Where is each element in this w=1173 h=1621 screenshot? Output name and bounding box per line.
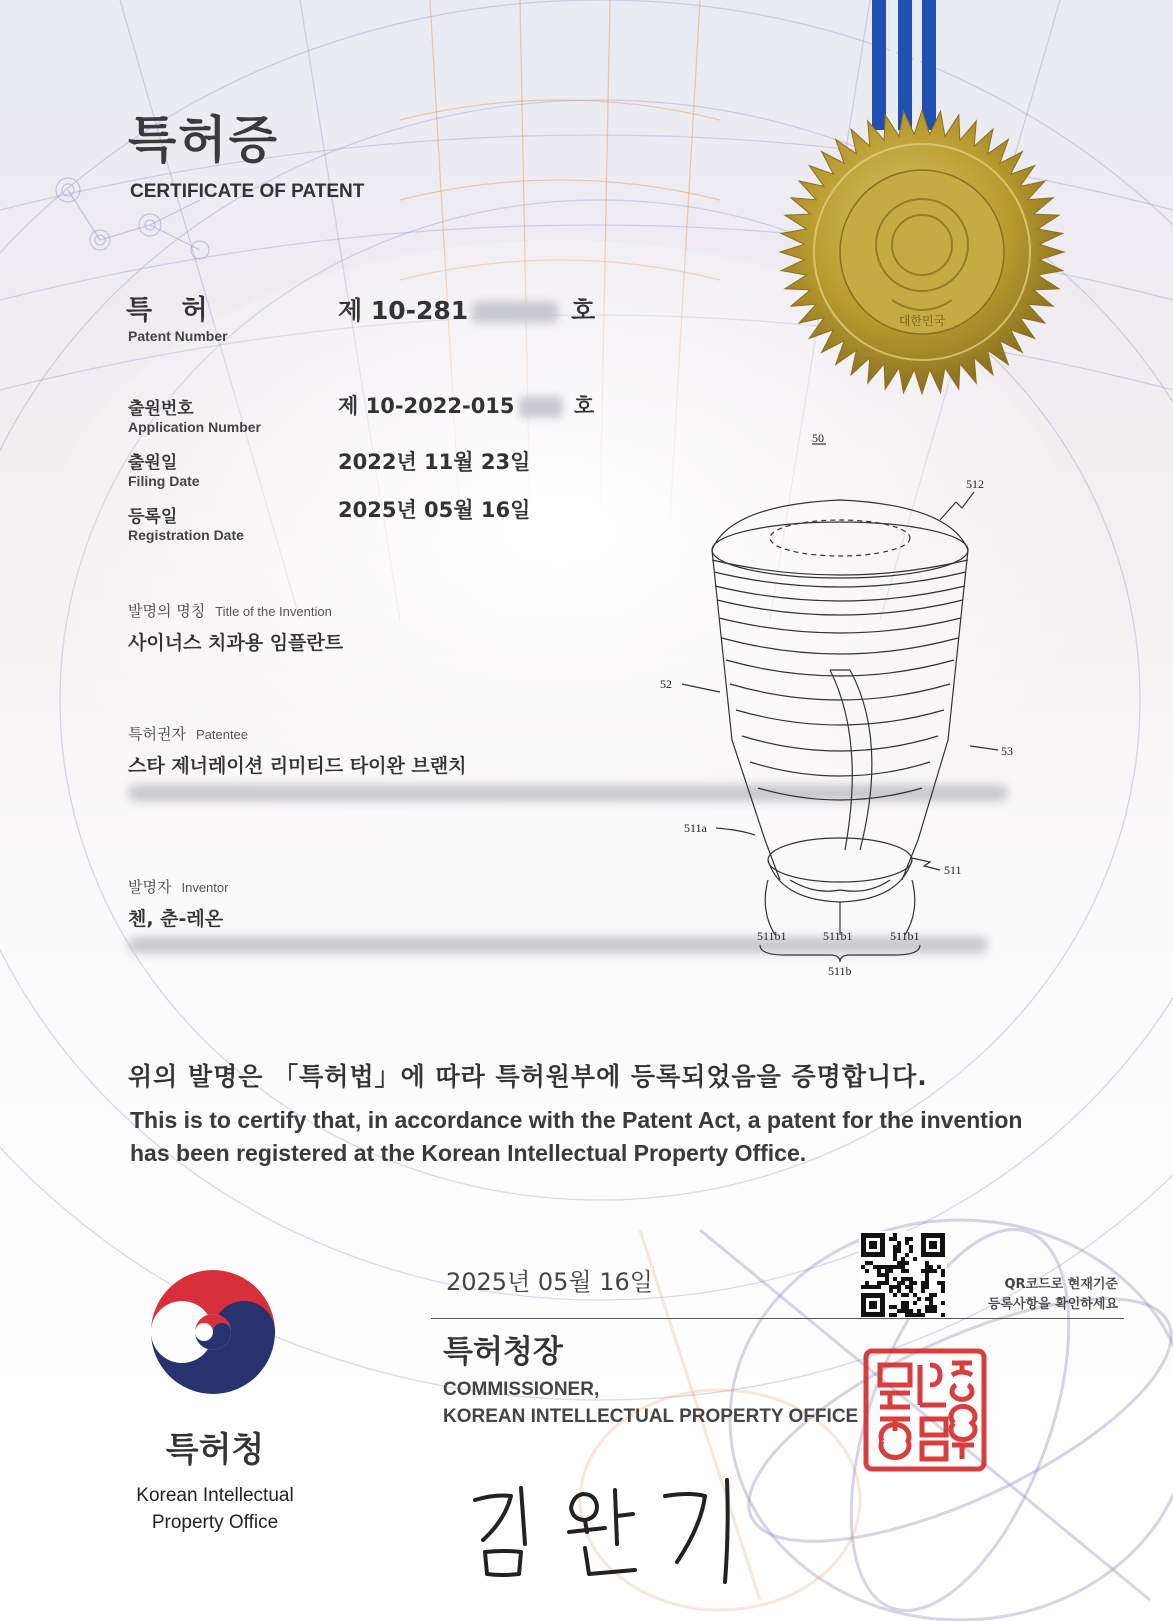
patent-number-suffix: 호 xyxy=(570,296,596,325)
ref-511: 511 xyxy=(944,863,962,877)
ref-511b1-center: 511b1 xyxy=(823,929,853,943)
qr-note-line1: QR코드로 현재기준 xyxy=(1004,1277,1118,1292)
commissioner-title-en-2: KOREAN INTELLECTUAL PROPERTY OFFICE xyxy=(443,1406,859,1427)
handwritten-signature xyxy=(465,1470,765,1590)
filing-date-value: 2022년 11월 23일 xyxy=(338,450,531,474)
registration-date-label-en: Registration Date xyxy=(128,527,244,543)
invention-title: 사이너스 치과용 임플란트 xyxy=(128,632,344,654)
ref-512: 512 xyxy=(966,477,984,491)
patent-number-label: 특 허 xyxy=(126,295,218,326)
invention-label-en: Title of the Invention xyxy=(215,604,332,619)
kipo-name-en-line1: Korean Intellectual xyxy=(136,1485,294,1506)
qr-code[interactable] xyxy=(859,1231,947,1319)
ref-511a: 511a xyxy=(684,821,707,835)
application-number-value xyxy=(338,390,594,420)
commissioner-title-en-1: COMMISSIONER, xyxy=(443,1379,600,1400)
registration-date-label: 등록일 xyxy=(128,507,178,527)
kipo-name-en xyxy=(110,1482,320,1536)
redacted-block xyxy=(472,301,558,323)
invention-label: 발명의 명칭 xyxy=(128,602,206,620)
application-number-suffix: 호 xyxy=(573,394,595,418)
application-number-label-en: Application Number xyxy=(128,419,262,435)
patent-number-prefix: 제 10-281 xyxy=(338,296,469,325)
kipo-name-ko: 특허청 xyxy=(165,1430,265,1470)
inventor-heading xyxy=(128,876,228,897)
signature-rule xyxy=(431,1318,1124,1319)
kipo-name-en-line2: Property Office xyxy=(151,1512,279,1533)
ref-511b: 511b xyxy=(828,964,852,978)
inventor-label-en: Inventor xyxy=(181,880,229,895)
issue-date: 2025년 05월 16일 xyxy=(446,1268,653,1296)
ref-52: 52 xyxy=(660,677,672,691)
ref-53: 53 xyxy=(1001,744,1013,758)
implant-drawing xyxy=(640,431,1040,1010)
qr-note-line2: 등록사항을 확인하세요 xyxy=(987,1297,1118,1312)
filing-date-label: 출원일 xyxy=(128,453,178,473)
qr-note xyxy=(958,1275,1118,1315)
page-subtitle: CERTIFICATE OF PATENT xyxy=(130,181,365,202)
official-seal-stamp xyxy=(860,1345,990,1475)
ref-50: 50 xyxy=(812,431,824,445)
patentee-label-en: Patentee xyxy=(195,727,249,742)
patentee-name: 스타 제너레이션 리미티드 타이완 브랜치 xyxy=(128,755,467,777)
application-number-prefix: 제 10-2022-015 xyxy=(338,394,515,418)
ref-511b1-right: 511b1 xyxy=(890,929,920,943)
registration-date-value: 2025년 05월 16일 xyxy=(338,498,531,522)
patentee-label: 특허권자 xyxy=(128,725,186,743)
certification-statement-ko: 위의 발명은 「특허법」에 따라 특허원부에 등록되었음을 증명합니다. xyxy=(128,1062,928,1091)
commissioner-title-ko: 특허청장 xyxy=(443,1334,563,1370)
seal-text: 대한민국 xyxy=(898,314,946,328)
invention-heading xyxy=(128,600,332,621)
kipo-logo-icon xyxy=(143,1262,283,1402)
patentee-heading xyxy=(128,723,248,744)
inventor-name: 첸, 춘-레온 xyxy=(128,908,224,930)
patent-number-value xyxy=(338,291,595,327)
ref-511b1-left: 511b1 xyxy=(757,929,787,943)
filing-date-label-en: Filing Date xyxy=(128,473,200,489)
page-title: 특허증 xyxy=(128,111,279,169)
patent-number-label-en: Patent Number xyxy=(128,328,228,344)
certification-statement-en: This is to certify that, in accordance with the Patent Act, a patent for the invention has been registered at the Korean Intellectual Property Office. xyxy=(130,1107,1023,1166)
inventor-label: 발명자 xyxy=(128,878,172,896)
application-number-label: 출원번호 xyxy=(128,399,194,419)
redacted-block xyxy=(519,396,563,418)
